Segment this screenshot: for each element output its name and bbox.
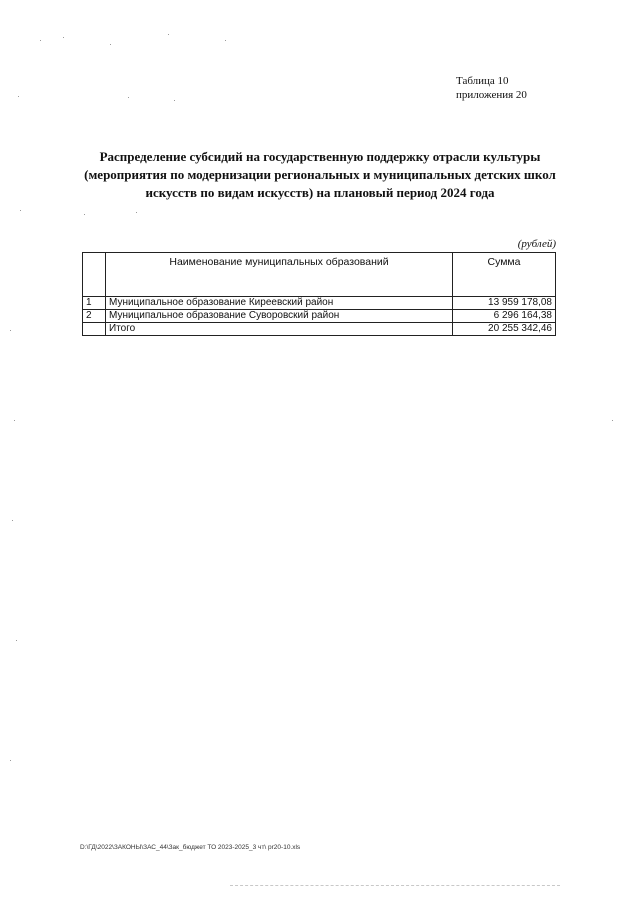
scan-speck [110, 44, 111, 45]
title-line-2: (мероприятия по модернизации региональных и муниципальных детских школ [84, 167, 556, 182]
table-header-row [83, 253, 556, 297]
row-num [83, 323, 106, 336]
table-row [83, 297, 556, 310]
table-total-row [83, 323, 556, 336]
document-title [80, 148, 560, 202]
total-sum: 20 255 342,46 [453, 323, 556, 336]
header-sum: Сумма [453, 253, 556, 297]
row-municipality: Муниципальное образование Суворовский район [106, 310, 453, 323]
scan-speck [14, 420, 15, 421]
scan-speck [174, 100, 175, 101]
header-municipality: Наименование муниципальных образований [106, 253, 453, 297]
header-num [83, 253, 106, 297]
table-number: Таблица 10 [456, 75, 509, 87]
scan-speck [136, 212, 137, 213]
row-municipality: Муниципальное образование Киреевский район [106, 297, 453, 310]
subsidy-table [82, 252, 556, 336]
scan-speck [128, 97, 129, 98]
scan-speck [84, 214, 85, 215]
scan-speck [18, 96, 19, 97]
appendix-number: приложения 20 [456, 89, 527, 101]
total-label: Итого [106, 323, 453, 336]
scan-speck [10, 760, 11, 761]
scan-speck [10, 330, 11, 331]
scan-speck [12, 520, 13, 521]
scan-speck [168, 34, 169, 35]
scan-speck [40, 40, 41, 41]
title-line-3: искусств по видам искусств) на плановый период 2024 года [145, 185, 495, 200]
scan-speck [16, 640, 17, 641]
scan-speck [612, 420, 613, 421]
title-line-1: Распределение субсидий на государственную поддержку отрасли культуры [99, 149, 541, 164]
row-sum: 13 959 178,08 [453, 297, 556, 310]
units-label: (рублей) [517, 238, 556, 250]
scan-speck [225, 40, 226, 41]
file-path: D:\ГД\2022\ЗАКОНЫ\ЗАС_44\Зак_бюджет ТО 2023-2025_3 чт\ pr20-10.xls [80, 844, 301, 851]
scan-speck [63, 37, 64, 38]
scan-artifact-line [230, 885, 560, 887]
table-reference [456, 74, 527, 102]
scan-speck [20, 210, 21, 211]
row-num: 1 [83, 297, 106, 310]
table-row [83, 310, 556, 323]
row-num: 2 [83, 310, 106, 323]
row-sum: 6 296 164,38 [453, 310, 556, 323]
